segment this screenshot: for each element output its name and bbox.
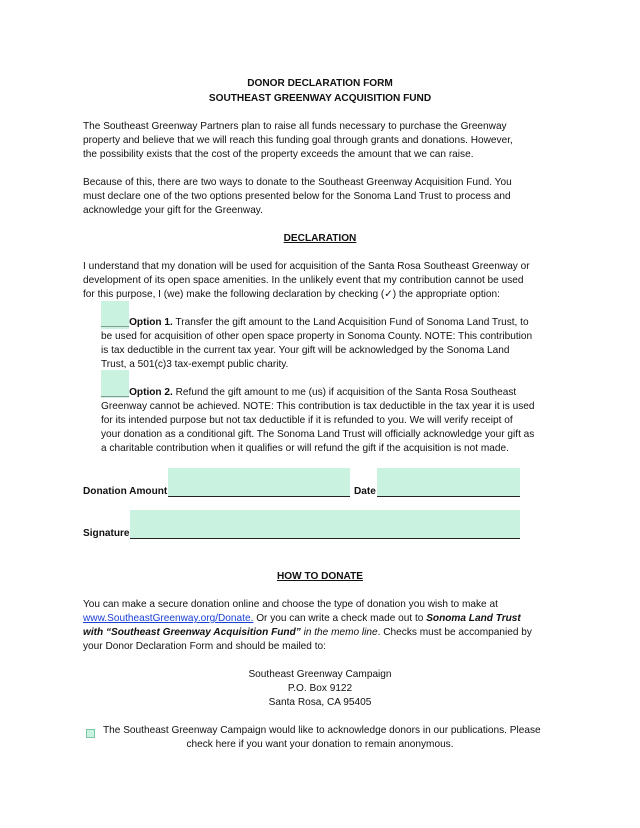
signature-label: Signature: [83, 528, 130, 539]
option-2-first-line: [101, 386, 516, 400]
form-title: DONOR DECLARATION FORM: [247, 78, 393, 89]
option-2-label: Option 2.: [129, 387, 173, 398]
option-2-blank: _____: [101, 387, 130, 398]
declaration-line: I understand that my donation will be used for acquisition of the Santa Rosa Southeast Greenway or: [83, 261, 530, 272]
how-to-donate-line: your Donor Declaration Form and should be mailed to:: [83, 641, 326, 652]
option-2-line: for its intended purpose but not tax deductible if it is refunded to you. We will verify receipt of: [101, 415, 513, 426]
anonymous-line: The Southeast Greenway Campaign would like to acknowledge donors in our publications. Please: [103, 725, 541, 736]
anonymous-line: check here if you want your donation to remain anonymous.: [186, 739, 454, 750]
option-1-line: Trust, a 501(c)3 tax-exempt public charity.: [101, 359, 289, 370]
signature-underline: [130, 538, 520, 539]
option-1-line: is tax deductible in the current tax year. Your gift will be acknowledged by the Sonoma Land: [101, 345, 510, 356]
option-2-text: Refund the gift amount to me (us) if acquisition of the Santa Rosa Southeast: [172, 387, 517, 398]
option-2-line: a charitable contribution when it qualifies or will refund the gift if the acquisition is not made.: [101, 443, 509, 454]
option-2-line: your donation as a conditional gift. The Sonoma Land Trust will officially acknowledge your gift as: [101, 429, 535, 440]
form-subtitle: SOUTHEAST GREENWAY ACQUISITION FUND: [208, 93, 432, 104]
memo-line-text: in the memo line: [300, 627, 378, 638]
memo-text: with “Southeast Greenway Acquisition Fund”: [83, 627, 301, 638]
intro-line: property and believe that we will reach this funding goal through grants and donations. However,: [83, 135, 513, 146]
check-instruction: Or you can write a check made out to: [253, 613, 427, 624]
donation-amount-field[interactable]: [168, 468, 350, 496]
intro-line: Because of this, there are two ways to donate to the Southeast Greenway Acquisition Fund. You: [83, 177, 512, 188]
check-payee: Sonoma Land Trust: [426, 613, 521, 624]
address-city: Santa Rosa, CA 95405: [268, 697, 372, 708]
donate-link[interactable]: www.SoutheastGreenway.org/Donate.: [83, 613, 254, 624]
option-1-blank: _____: [101, 317, 130, 328]
address-box: P.O. Box 9122: [287, 683, 353, 694]
donation-amount-underline: [168, 496, 350, 497]
date-underline: [377, 496, 520, 497]
option-1-first-line: [101, 316, 529, 330]
intro-line: the possibility exists that the cost of the property exceeds the amount that we can raise.: [83, 149, 474, 160]
intro-line: The Southeast Greenway Partners plan to raise all funds necessary to purchase the Greenway: [83, 121, 507, 132]
address-name: Southeast Greenway Campaign: [248, 669, 392, 680]
how-to-donate-heading: HOW TO DONATE: [277, 571, 363, 582]
declaration-heading: DECLARATION: [283, 233, 357, 244]
intro-line: acknowledge your gift for the Greenway.: [83, 205, 263, 216]
how-to-donate-line: You can make a secure donation online and choose the type of donation you wish to make at: [83, 599, 498, 610]
anonymous-checkbox[interactable]: [86, 729, 95, 738]
date-label: Date: [354, 486, 376, 497]
intro-line: must declare one of the two options presented below for the Sonoma Land Trust to process and: [83, 191, 511, 202]
donation-amount-label: Donation Amount: [83, 486, 168, 497]
how-to-donate-line-2: [83, 612, 521, 626]
accompanied-text: . Checks must be accompanied by: [377, 627, 532, 638]
date-field[interactable]: [377, 468, 520, 496]
how-to-donate-line-3: [83, 626, 532, 640]
declaration-line: for this purpose, I (we) make the following declaration by checking (✓) the appropriate option:: [83, 289, 500, 300]
option-1-text: Transfer the gift amount to the Land Acquisition Fund of Sonoma Land Trust, to: [172, 317, 529, 328]
option-2-line: Greenway cannot be achieved. NOTE: This contribution is tax deductible in the tax year it is used: [101, 401, 535, 412]
signature-field[interactable]: [130, 510, 520, 538]
option-1-label: Option 1.: [129, 317, 173, 328]
option-1-line: be used for acquisition of other open space property in Sonoma County. NOTE: This contribution: [101, 331, 533, 342]
declaration-line: development of its open space amenities. In the unlikely event that my contribution cannot be used: [83, 275, 524, 286]
